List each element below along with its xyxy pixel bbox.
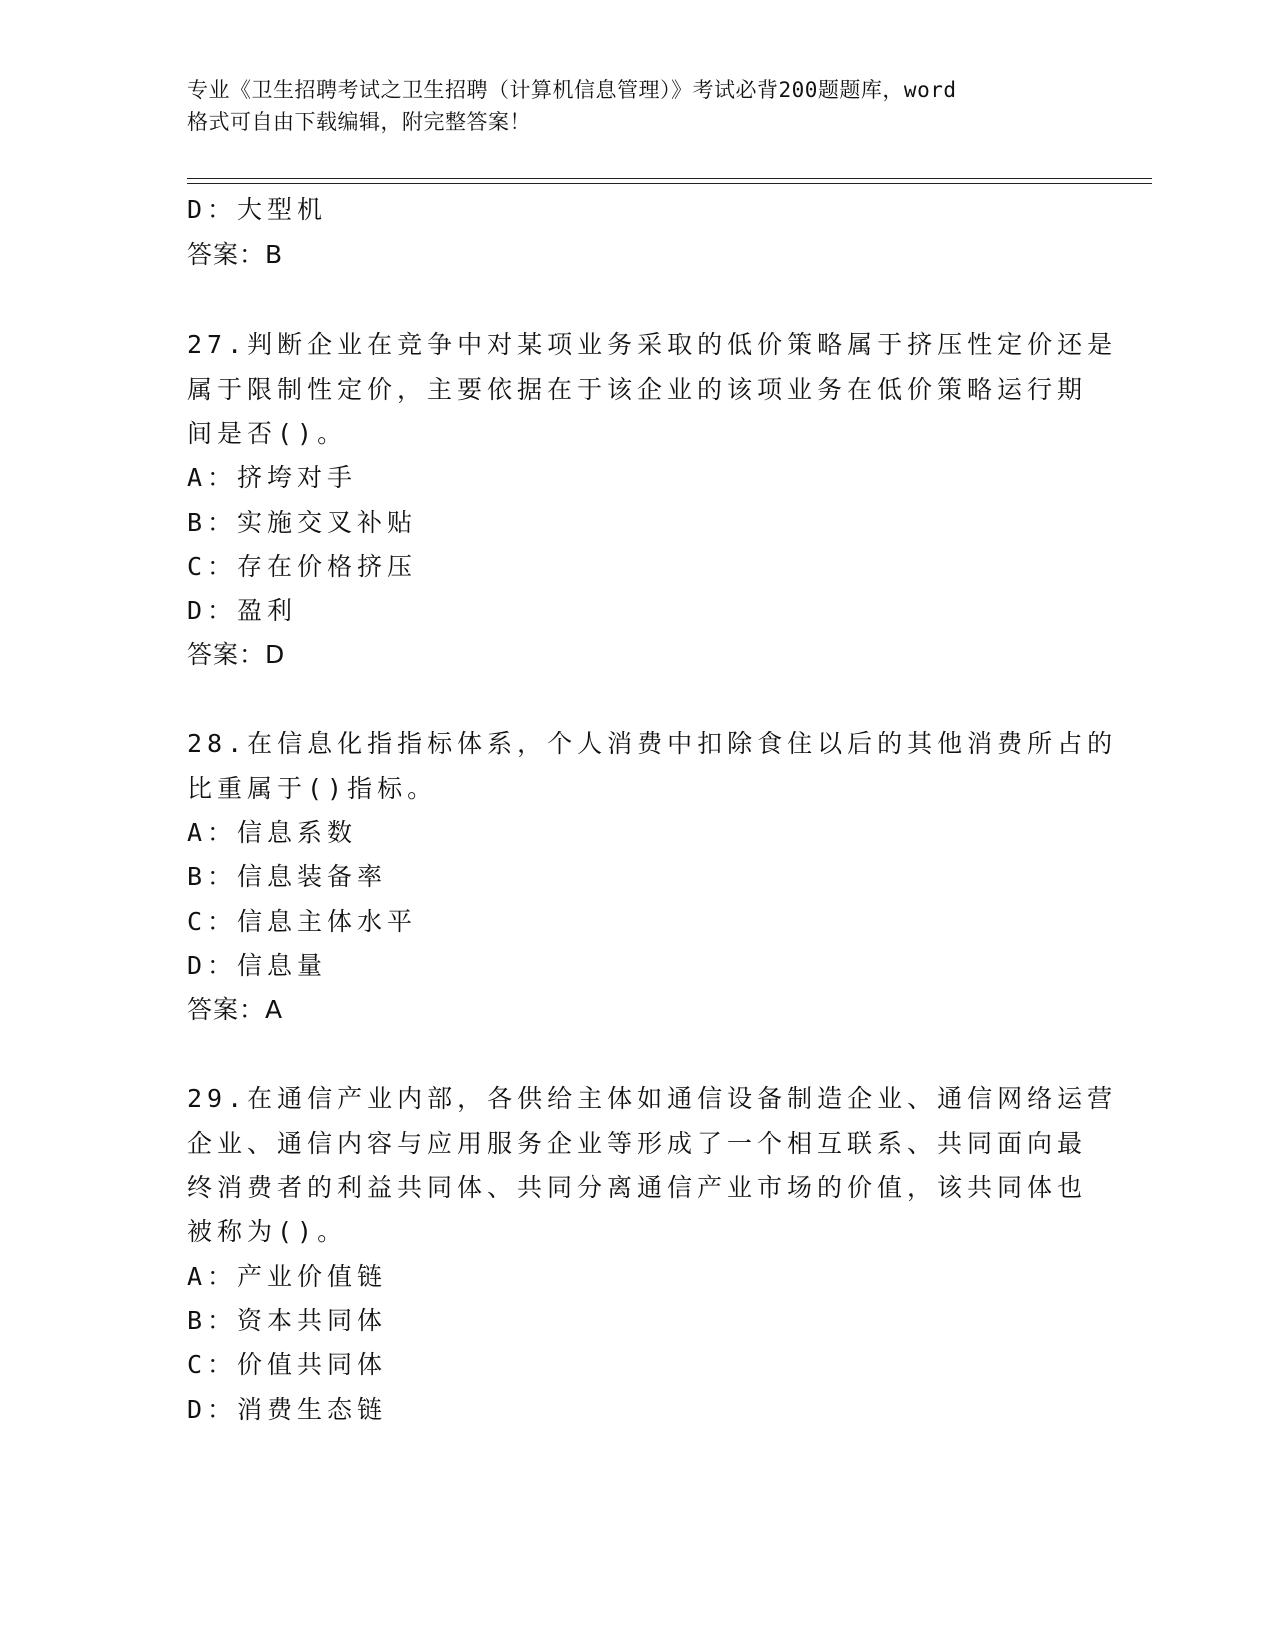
header-rule-bottom [187, 183, 1152, 184]
header-line-1: 专业《卫生招聘考试之卫生招聘（计算机信息管理）》考试必背200题题库，word [187, 78, 957, 102]
question-28-option-d: D：信息量 [187, 951, 328, 980]
question-29-stem-line-1: 29.在通信产业内部，各供给主体如通信设备制造企业、通信网络运营 [187, 1084, 1118, 1113]
question-29-stem-line-2: 企业、通信内容与应用服务企业等形成了一个相互联系、共同面向最 [187, 1129, 1088, 1158]
question-28-option-c: C：信息主体水平 [187, 907, 418, 936]
question-29-stem-line-3: 终消费者的利益共同体、共同分离通信产业市场的价值，该共同体也 [187, 1173, 1088, 1202]
question-27-stem-line-2: 属于限制性定价，主要依据在于该企业的该项业务在低价策略运行期 [187, 375, 1088, 404]
question-29-stem-line-4: 被称为()。 [187, 1217, 348, 1246]
header-line-2: 格式可自由下载编辑，附完整答案！ [187, 110, 531, 134]
question-27-option-d: D：盈利 [187, 596, 298, 625]
question-29-option-a: A：产业价值链 [187, 1262, 388, 1291]
question-28-answer: 答案：A [187, 995, 284, 1024]
question-29-option-b: B：资本共同体 [187, 1306, 388, 1335]
question-27-stem-line-3: 间是否()。 [187, 419, 348, 448]
question-28-option-a: A：信息系数 [187, 818, 358, 847]
page-header [187, 74, 1087, 138]
question-28-option-b: B：信息装备率 [187, 862, 388, 891]
question-27-option-b: B：实施交叉补贴 [187, 508, 418, 537]
prev-answer: 答案：B [187, 240, 284, 269]
question-27-option-c: C：存在价格挤压 [187, 552, 418, 581]
question-29-option-d: D：消费生态链 [187, 1395, 388, 1424]
question-28-stem-line-1: 28.在信息化指指标体系，个人消费中扣除食住以后的其他消费所占的 [187, 729, 1118, 758]
question-29-option-c: C：价值共同体 [187, 1350, 388, 1379]
question-28-stem-line-2: 比重属于()指标。 [187, 774, 438, 803]
question-27-stem-line-1: 27.判断企业在竞争中对某项业务采取的低价策略属于挤压性定价还是 [187, 330, 1118, 359]
header-rule-top [187, 178, 1152, 179]
question-27-option-a: A：挤垮对手 [187, 463, 358, 492]
prev-option-d: D：大型机 [187, 195, 328, 224]
question-27-answer: 答案：D [187, 640, 286, 669]
